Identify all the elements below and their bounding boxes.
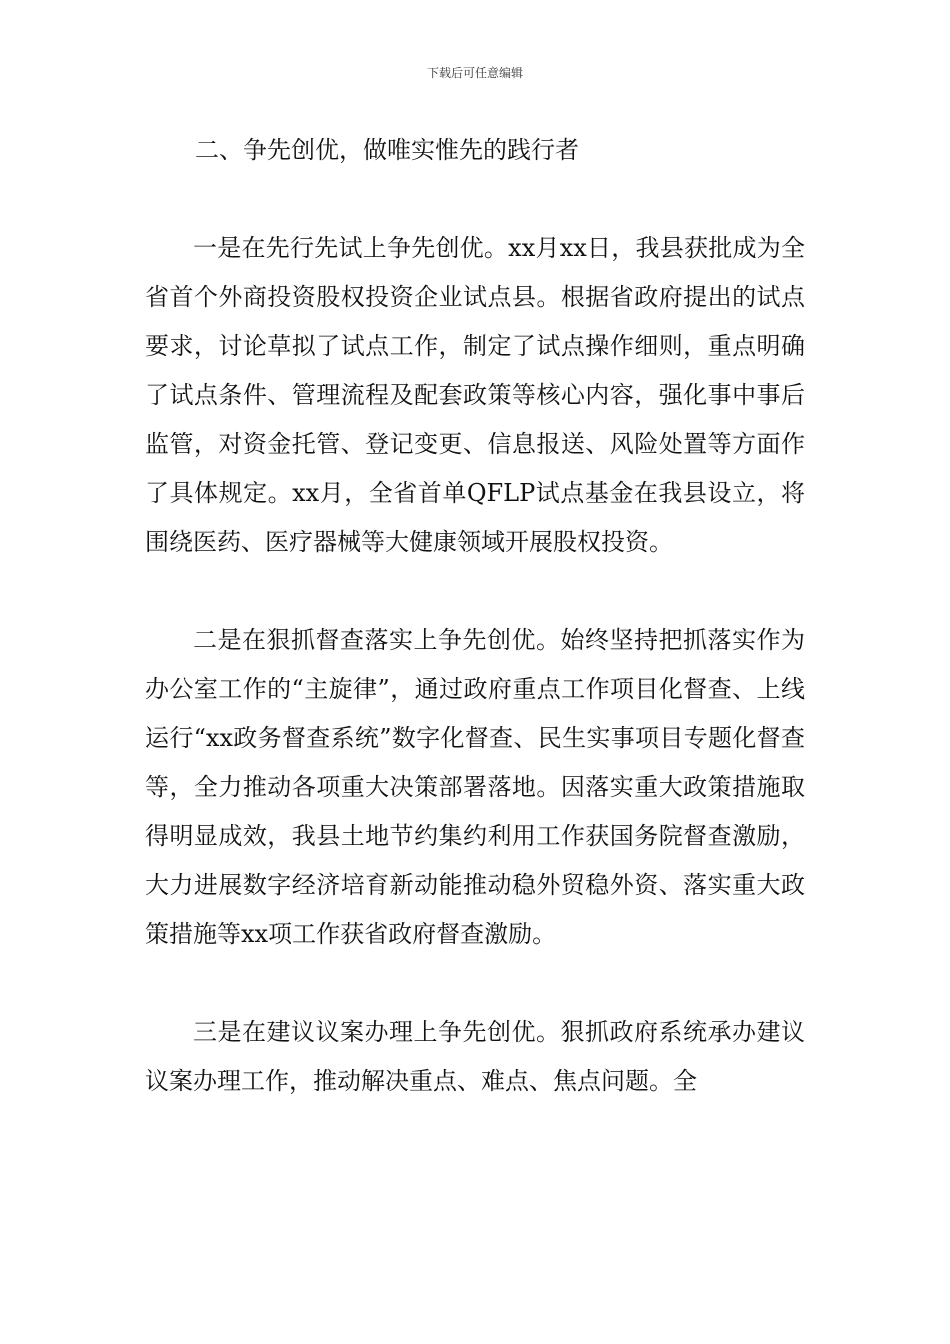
spacer: [145, 959, 805, 1008]
document-body: [145, 126, 805, 1106]
spacer: [145, 175, 805, 224]
paragraph-1: 一是在先行先试上争先创优。xx月xx日，我县获批成为全省首个外商投资股权投资企业试点县。根据省政府提出的试点要求，讨论草拟了试点工作，制定了试点操作细则，重点明确了试点条件、管理流程及配套政策等核心内容，强化事中事后监管，对资金托管、登记变更、信息报送、风险处置等方面作了具体规定。xx月，全省首单QFLP试点基金在我县设立，将围绕医药、医疗器械等大健康领域开展股权投资。: [145, 234, 805, 556]
paragraph-3: 三是在建议议案办理上争先创优。狠抓政府系统承办建议议案办理工作，推动解决重点、难点、焦点问题。全: [145, 1018, 805, 1095]
page-header-note: 下载后可任意编辑: [426, 66, 523, 80]
section-heading: 二、争先创优，做唯实惟先的践行者: [195, 136, 579, 164]
spacer: [145, 567, 805, 616]
paragraph-2: 二是在狠抓督查落实上争先创优。始终坚持把抓落实作为办公室工作的“主旋律”，通过政府重点工作项目化督查、上线运行“xx政务督查系统”数字化督查、民生实事项目专题化督查等，全力推动各项重大决策部署落地。因落实重大政策措施取得明显成效，我县土地节约集约利用工作获国务院督查激励，大力进展数字经济培育新动能推动稳外贸稳外资、落实重大政策措施等xx项工作获省政府督查激励。: [145, 626, 805, 948]
